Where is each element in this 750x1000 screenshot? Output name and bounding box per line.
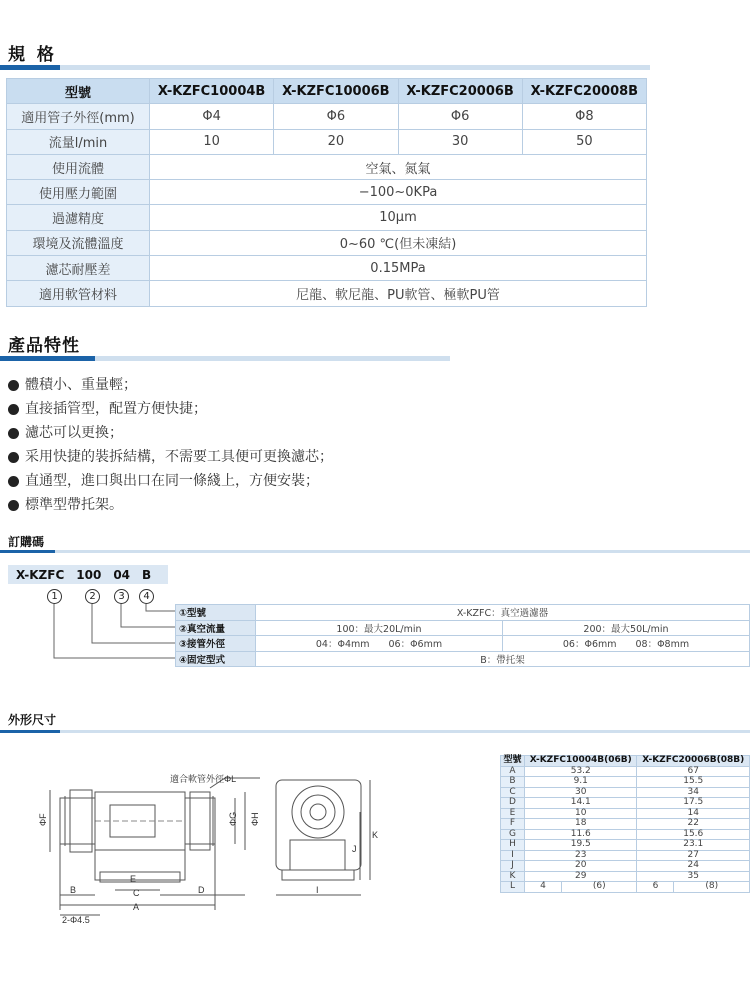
dims-key: J bbox=[501, 861, 525, 872]
spec-title-underline bbox=[0, 65, 650, 70]
spec-cell-span: 空氣、氮氣 bbox=[150, 154, 647, 179]
feature-item bbox=[8, 421, 333, 445]
spec-header-col: X-KZFC10006B bbox=[274, 79, 398, 104]
spec-cell-span: 10μm bbox=[150, 205, 647, 230]
label-hose: 適合軟管外徑ΦL bbox=[170, 774, 237, 784]
spec-row-label: 使用流體 bbox=[7, 154, 150, 179]
order-row-label: ①型號 bbox=[176, 605, 256, 621]
dims-row bbox=[501, 787, 750, 798]
bullet-icon bbox=[8, 380, 19, 391]
dims-value: 10 bbox=[525, 808, 637, 819]
dims-row bbox=[501, 882, 750, 893]
spec-cell: Φ4 bbox=[150, 104, 274, 129]
dims-value: 17.5 bbox=[637, 798, 750, 809]
dims-title: 外形尺寸 bbox=[8, 713, 57, 727]
label-phiG: ΦG bbox=[228, 811, 238, 826]
dims-value: 4 bbox=[525, 882, 562, 893]
order-row bbox=[176, 620, 750, 636]
dims-key: H bbox=[501, 840, 525, 851]
dims-value: 53.2 bbox=[525, 766, 637, 777]
dims-title-underline bbox=[0, 730, 750, 733]
order-cell: B：帶托架 bbox=[256, 651, 750, 667]
dims-row bbox=[501, 766, 750, 777]
label-D: D bbox=[198, 885, 205, 895]
dimension-drawing bbox=[0, 760, 495, 930]
label-phiH: ΦH bbox=[250, 812, 260, 826]
order-row-label: ③接管外徑 bbox=[176, 636, 256, 652]
order-section-title bbox=[8, 533, 44, 550]
dims-value: 9.1 bbox=[525, 777, 637, 788]
dims-value: 11.6 bbox=[525, 829, 637, 840]
spec-row bbox=[7, 230, 647, 255]
dims-value: 30 bbox=[525, 787, 637, 798]
code-part-series: X-KZFC bbox=[16, 567, 65, 582]
dims-table bbox=[500, 755, 750, 893]
dims-header-cell: 型號 bbox=[501, 756, 525, 767]
spec-cell-span: 0.15MPa bbox=[150, 256, 647, 281]
feature-item bbox=[8, 493, 333, 517]
dims-row bbox=[501, 819, 750, 830]
order-leader-lines bbox=[0, 600, 180, 665]
features-section-title bbox=[8, 331, 80, 356]
order-row bbox=[176, 651, 750, 667]
spec-row-label: 過濾精度 bbox=[7, 205, 150, 230]
spec-row bbox=[7, 281, 647, 306]
label-C: C bbox=[133, 888, 140, 898]
feature-item bbox=[8, 469, 333, 493]
dims-key: F bbox=[501, 819, 525, 830]
code-part-tube: 04 bbox=[113, 567, 131, 582]
dims-value: 23 bbox=[525, 850, 637, 861]
order-title-underline bbox=[0, 550, 750, 553]
feature-item bbox=[8, 397, 333, 421]
spec-cell: 10 bbox=[150, 129, 274, 154]
spec-row-label: 流量l/min bbox=[7, 129, 150, 154]
order-title: 訂購碼 bbox=[8, 535, 45, 549]
bullet-icon bbox=[8, 500, 19, 511]
order-row-label: ②真空流量 bbox=[176, 620, 256, 636]
feature-text: 體積小、重量輕； bbox=[25, 377, 137, 393]
dims-value: 14 bbox=[637, 808, 750, 819]
features-title: 產品特性 bbox=[8, 336, 80, 356]
order-table bbox=[175, 604, 750, 667]
code-part-mount: B bbox=[142, 567, 152, 582]
bullet-icon bbox=[8, 452, 19, 463]
dims-value: 27 bbox=[637, 850, 750, 861]
order-cell: 06：Φ6mm 08：Φ8mm bbox=[503, 636, 750, 652]
dims-key: D bbox=[501, 798, 525, 809]
label-holes: 2-Φ4.5 bbox=[62, 915, 90, 925]
feature-item bbox=[8, 373, 333, 397]
spec-row bbox=[7, 104, 647, 129]
feature-item bbox=[8, 445, 333, 469]
order-code bbox=[8, 565, 168, 584]
label-A: A bbox=[133, 902, 140, 912]
dims-key: C bbox=[501, 787, 525, 798]
order-cell: 200：最大50L/min bbox=[503, 620, 750, 636]
spec-row bbox=[7, 256, 647, 281]
dims-value: 22 bbox=[637, 819, 750, 830]
order-cell: 100：最大20L/min bbox=[256, 620, 503, 636]
code-part-flow: 100 bbox=[76, 567, 102, 582]
dims-key: K bbox=[501, 871, 525, 882]
dims-row bbox=[501, 850, 750, 861]
spec-header-col: X-KZFC20006B bbox=[398, 79, 522, 104]
spec-row-label: 環境及流體溫度 bbox=[7, 230, 150, 255]
order-cell: X-KZFC：真空過濾器 bbox=[256, 605, 750, 621]
feature-text: 直通型，進口與出口在同一條綫上，方便安裝； bbox=[25, 473, 319, 489]
dims-row bbox=[501, 871, 750, 882]
code-circle-1: 1 bbox=[47, 589, 62, 604]
dims-value: 23.1 bbox=[637, 840, 750, 851]
dims-value: 14.1 bbox=[525, 798, 637, 809]
label-I: I bbox=[316, 885, 319, 895]
bullet-icon bbox=[8, 428, 19, 439]
spec-cell-span: 0~60 ℃(但未凍結) bbox=[150, 230, 647, 255]
spec-title: 規 格 bbox=[8, 45, 57, 65]
spec-cell-span: −100~0KPa bbox=[150, 180, 647, 205]
label-phiF: ΦF bbox=[38, 813, 48, 826]
label-E: E bbox=[130, 874, 137, 884]
dims-key: A bbox=[501, 766, 525, 777]
dims-row bbox=[501, 798, 750, 809]
dims-value: 6 bbox=[637, 882, 674, 893]
dims-value: (6) bbox=[561, 882, 637, 893]
order-row bbox=[176, 636, 750, 652]
dims-row bbox=[501, 777, 750, 788]
dims-key: L bbox=[501, 882, 525, 893]
spec-table bbox=[6, 78, 647, 307]
spec-row bbox=[7, 205, 647, 230]
features-title-underline bbox=[0, 356, 450, 361]
label-J: J bbox=[352, 844, 357, 854]
spec-cell: 30 bbox=[398, 129, 522, 154]
dims-value: 67 bbox=[637, 766, 750, 777]
dims-value: 15.6 bbox=[637, 829, 750, 840]
label-K: K bbox=[372, 830, 379, 840]
spec-header-col: X-KZFC20008B bbox=[522, 79, 646, 104]
code-circle-2: 2 bbox=[85, 589, 100, 604]
order-cell: 04：Φ4mm 06：Φ6mm bbox=[256, 636, 503, 652]
dims-section-title bbox=[8, 711, 56, 728]
dims-key: I bbox=[501, 850, 525, 861]
features-list bbox=[8, 373, 333, 517]
dims-value: 34 bbox=[637, 787, 750, 798]
spec-header-col: X-KZFC10004B bbox=[150, 79, 274, 104]
code-circle-4: 4 bbox=[139, 589, 154, 604]
spec-row bbox=[7, 129, 647, 154]
spec-header-model: 型號 bbox=[7, 79, 150, 104]
dims-value: 29 bbox=[525, 871, 637, 882]
spec-cell: 20 bbox=[274, 129, 398, 154]
spec-cell: 50 bbox=[522, 129, 646, 154]
dims-value: (8) bbox=[674, 882, 750, 893]
spec-cell: Φ6 bbox=[398, 104, 522, 129]
spec-row-label: 適用管子外徑(mm) bbox=[7, 104, 150, 129]
dims-header-cell: X-KZFC10004B(06B) bbox=[525, 756, 637, 767]
order-row-label: ④固定型式 bbox=[176, 651, 256, 667]
dims-value: 20 bbox=[525, 861, 637, 872]
spec-cell: Φ8 bbox=[522, 104, 646, 129]
dims-row bbox=[501, 808, 750, 819]
bullet-icon bbox=[8, 476, 19, 487]
feature-text: 直接插管型，配置方便快捷； bbox=[25, 401, 207, 417]
dims-value: 24 bbox=[637, 861, 750, 872]
spec-row bbox=[7, 180, 647, 205]
dims-value: 15.5 bbox=[637, 777, 750, 788]
spec-section-title bbox=[8, 40, 57, 65]
feature-text: 濾芯可以更換； bbox=[25, 425, 123, 441]
feature-text: 標準型帶托架。 bbox=[25, 497, 123, 513]
dims-key: E bbox=[501, 808, 525, 819]
dims-value: 19.5 bbox=[525, 840, 637, 851]
dims-key: G bbox=[501, 829, 525, 840]
feature-text: 采用快捷的裝拆結構，不需要工具便可更換濾芯； bbox=[25, 449, 333, 465]
dims-row bbox=[501, 840, 750, 851]
dims-row bbox=[501, 861, 750, 872]
spec-cell: Φ6 bbox=[274, 104, 398, 129]
dims-value: 35 bbox=[637, 871, 750, 882]
label-B: B bbox=[70, 885, 77, 895]
bullet-icon bbox=[8, 404, 19, 415]
spec-row bbox=[7, 154, 647, 179]
dims-key: B bbox=[501, 777, 525, 788]
spec-row-label: 適用軟管材料 bbox=[7, 281, 150, 306]
spec-row-label: 濾芯耐壓差 bbox=[7, 256, 150, 281]
dims-header-cell: X-KZFC20006B(08B) bbox=[637, 756, 750, 767]
spec-row-label: 使用壓力範圍 bbox=[7, 180, 150, 205]
dims-row bbox=[501, 829, 750, 840]
code-circle-3: 3 bbox=[114, 589, 129, 604]
dims-value: 18 bbox=[525, 819, 637, 830]
spec-cell-span: 尼龍、軟尼龍、PU軟管、極軟PU管 bbox=[150, 281, 647, 306]
order-row bbox=[176, 605, 750, 621]
